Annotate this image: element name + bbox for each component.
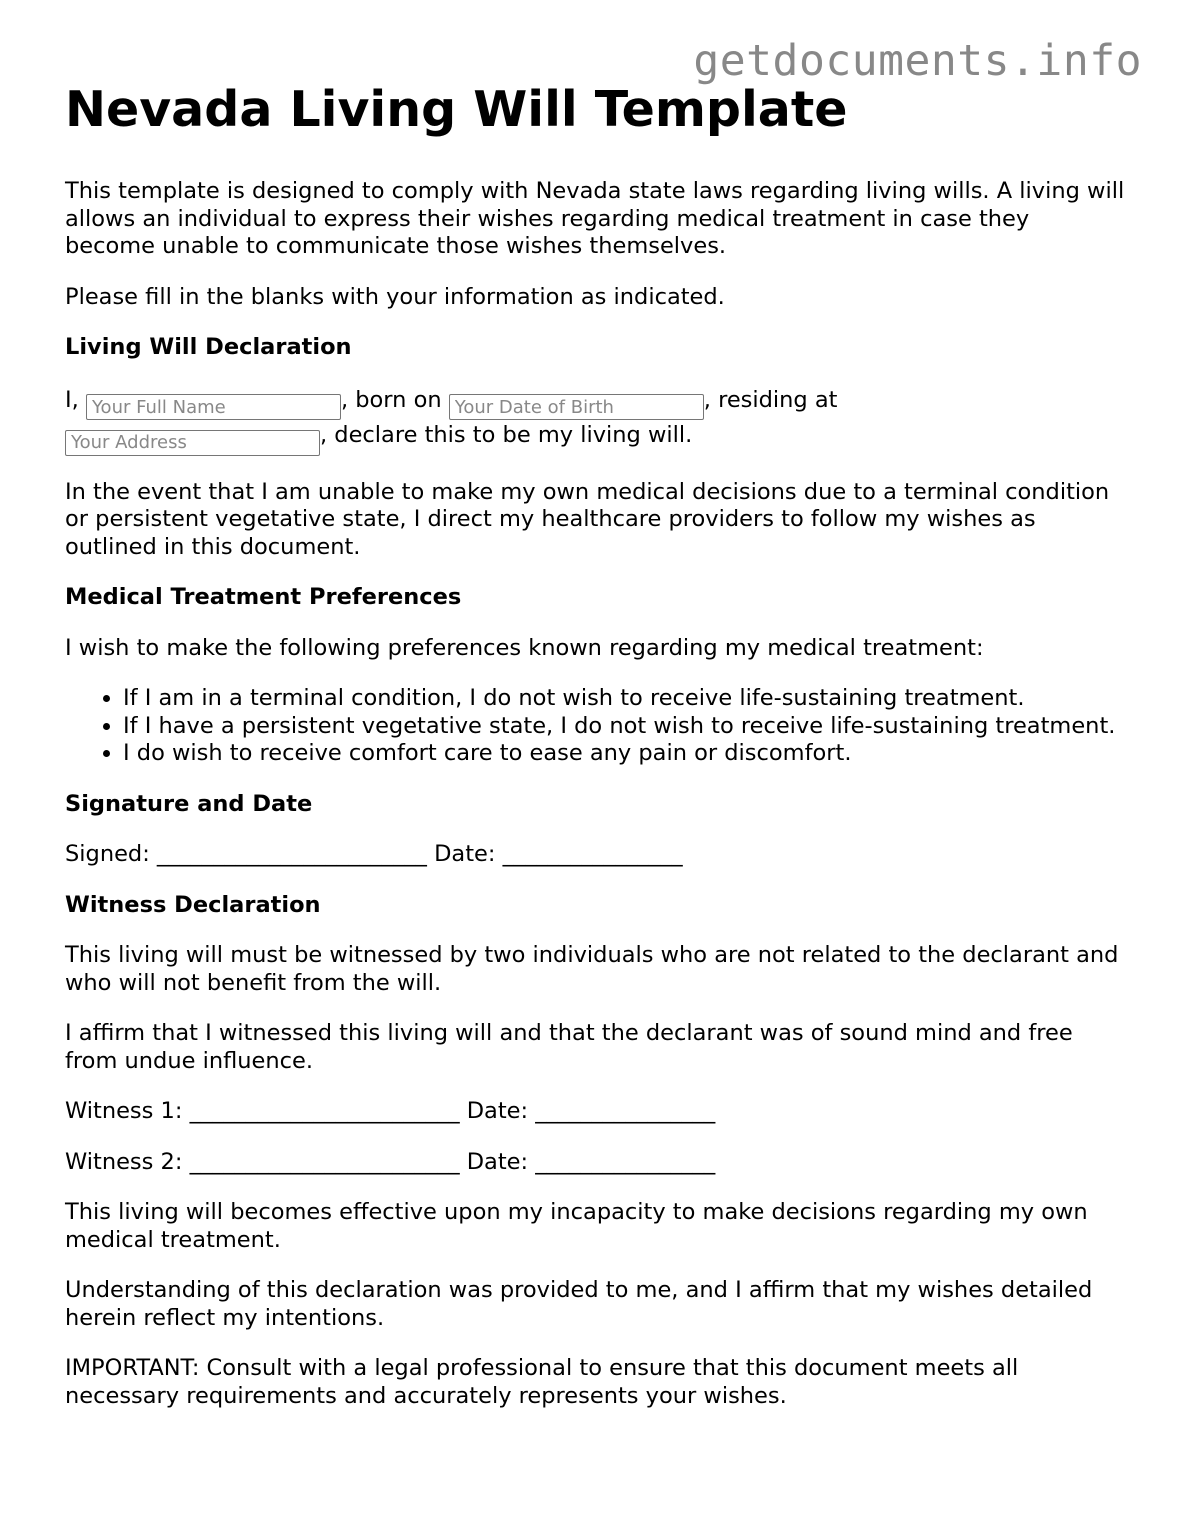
page-title: Nevada Living Will Template bbox=[65, 81, 848, 138]
born-on-text: , born on bbox=[340, 386, 442, 413]
declaration-statement bbox=[65, 385, 1125, 456]
intro-paragraph: This template is designed to comply with Nevada state laws regarding living wills. A living will allows an individual to express their wishes regarding medical treatment in case they become unable to communicate those wishes themselves. bbox=[65, 178, 1125, 259]
declaration-suffix: , declare this to be my living will. bbox=[320, 422, 693, 448]
list-item: • I do wish to receive comfort care to ease any pain or discomfort. bbox=[123, 740, 1125, 768]
instructions-paragraph: Please fill in the blanks with your information as indicated. bbox=[65, 283, 725, 310]
witness-1-line: Witness 1: ________________________ Date: ________________ bbox=[65, 1098, 716, 1124]
treatment-list bbox=[65, 685, 1125, 768]
witness-2-line: Witness 2: ________________________ Date: ________________ bbox=[65, 1148, 716, 1175]
document-body bbox=[65, 80, 1125, 1433]
effective-paragraph: This living will becomes effective upon my incapacity to make decisions regarding my own medical treatment. bbox=[65, 1199, 1088, 1253]
witness-requirement: This living will must be witnessed by two individuals who are not related to the declarant and who will not benefit from the will. bbox=[65, 942, 1119, 996]
signature-line: Signed: ________________________ Date: ________________ bbox=[65, 841, 683, 867]
witness-affirmation: I affirm that I witnessed this living will and that the declarant was of sound mind and free from undue influence. bbox=[65, 1020, 1073, 1074]
understanding-paragraph: Understanding of this declaration was provided to me, and I affirm that my wishes detailed herein reflect my intentions. bbox=[65, 1277, 1093, 1331]
list-item: • If I have a persistent vegetative state, I do not wish to receive life-sustaining treatment. bbox=[123, 713, 1125, 741]
residing-at-text: , residing at bbox=[703, 386, 838, 413]
witness-heading: Witness Declaration bbox=[65, 891, 321, 918]
signature-heading: Signature and Date bbox=[65, 790, 313, 817]
treatment-heading: Medical Treatment Preferences bbox=[65, 584, 462, 610]
important-notice: IMPORTANT: Consult with a legal professional to ensure that this document meets all necessary requirements and accurately represents your wishes. bbox=[65, 1355, 1019, 1409]
watermark: getdocuments.info bbox=[693, 36, 1142, 86]
declaration-prefix: I, bbox=[65, 386, 79, 413]
treatment-intro: I wish to make the following preferences known regarding my medical treatment: bbox=[65, 634, 984, 661]
event-paragraph: In the event that I am unable to make my own medical decisions due to a terminal condition or persistent vegetative state, I direct my healthcare providers to follow my wishes as outlined in this document. bbox=[65, 478, 1110, 560]
address-input[interactable] bbox=[65, 430, 320, 456]
full-name-input[interactable] bbox=[86, 394, 341, 420]
date-of-birth-input[interactable] bbox=[449, 394, 704, 420]
declaration-heading: Living Will Declaration bbox=[65, 334, 352, 360]
list-item: • If I am in a terminal condition, I do not wish to receive life-sustaining treatment. bbox=[123, 685, 1125, 713]
